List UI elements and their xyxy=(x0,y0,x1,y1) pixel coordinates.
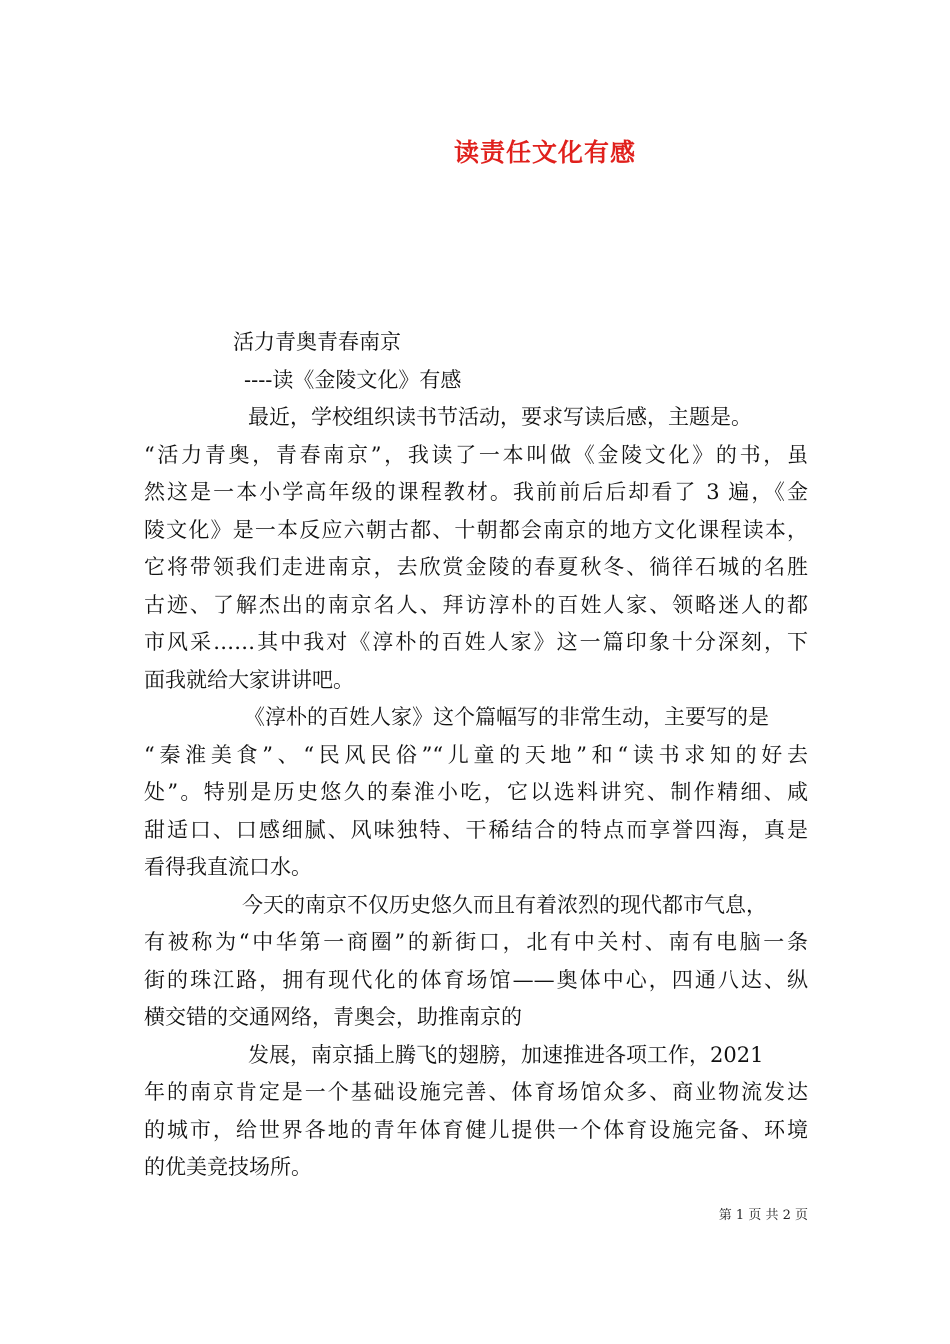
paragraph-2-line: 《淳朴的百姓人家》这个篇幅写的非常生动，主要写的是 xyxy=(244,705,769,729)
document-title: 读责任文化有感 xyxy=(453,138,636,167)
subtitle: 活力青奥青春南京 xyxy=(233,330,401,354)
paragraph-3-line: 有被称为“中华第一商圈”的新街口，北有中关村、南有电脑一条 xyxy=(144,930,808,954)
paragraph-1-line: 市风采……其中我对《淳朴的百姓人家》这一篇印象十分深刻，下 xyxy=(144,630,808,654)
paragraph-3-line: 街的珠江路，拥有现代化的体育场馆——奥体中心，四通八达、纵 xyxy=(144,967,808,992)
byline: ----读《金陵文化》有感 xyxy=(244,367,462,392)
paragraph-3-line: 横交错的交通网络，青奥会，助推南京的 xyxy=(144,1005,522,1029)
paragraph-2-line: 看得我直流口水。 xyxy=(144,855,312,879)
paragraph-2-line: 处”。特别是历史悠久的秦淮小吃，它以选料讲究、制作精细、咸 xyxy=(144,780,808,804)
paragraph-4-line: 的优美竞技场所。 xyxy=(144,1155,312,1179)
paragraph-1-line: “活力青奥，青春南京”，我读了一本叫做《金陵文化》的书，虽 xyxy=(144,442,808,467)
paragraph-4-line: 发展，南京插上腾飞的翅膀，加速推进各项工作，2021 xyxy=(248,1042,764,1067)
paragraph-1-line: 古迹、了解杰出的南京名人、拜访淳朴的百姓人家、领略迷人的都 xyxy=(144,592,808,617)
paragraph-1-line: 最近，学校组织读书节活动，要求写读后感，主题是。 xyxy=(248,405,752,429)
paragraph-1-line: 面我就给大家讲讲吧。 xyxy=(144,667,354,692)
paragraph-4-line: 的城市，给世界各地的青年体育健儿提供一个体育设施完备、环境 xyxy=(144,1117,808,1142)
paragraph-1-line: 陵文化》是一本反应六朝古都、十朝都会南京的地方文化课程读本， xyxy=(144,517,808,542)
paragraph-2-line: 甜适口、口感细腻、风味独特、干稀结合的特点而享誉四海，真是 xyxy=(144,817,808,842)
document-body xyxy=(144,324,808,1187)
paragraph-3-line: 今天的南京不仅历史悠久而且有着浓烈的现代都市气息， xyxy=(242,892,767,917)
page-indicator: 第 1 页 共 2 页 xyxy=(718,1208,808,1223)
paragraph-4-line: 年的南京肯定是一个基础设施完善、体育场馆众多、商业物流发达 xyxy=(144,1080,808,1104)
paragraph-1-line: 然这是一本小学高年级的课程教材。我前前后后却看了 3 遍，《金 xyxy=(144,480,808,504)
paragraph-2-line: “秦淮美食”、“民风民俗”“儿童的天地”和“读书求知的好去 xyxy=(144,742,808,767)
paragraph-1-line: 它将带领我们走进南京，去欣赏金陵的春夏秋冬、徜徉石城的名胜 xyxy=(144,555,808,579)
